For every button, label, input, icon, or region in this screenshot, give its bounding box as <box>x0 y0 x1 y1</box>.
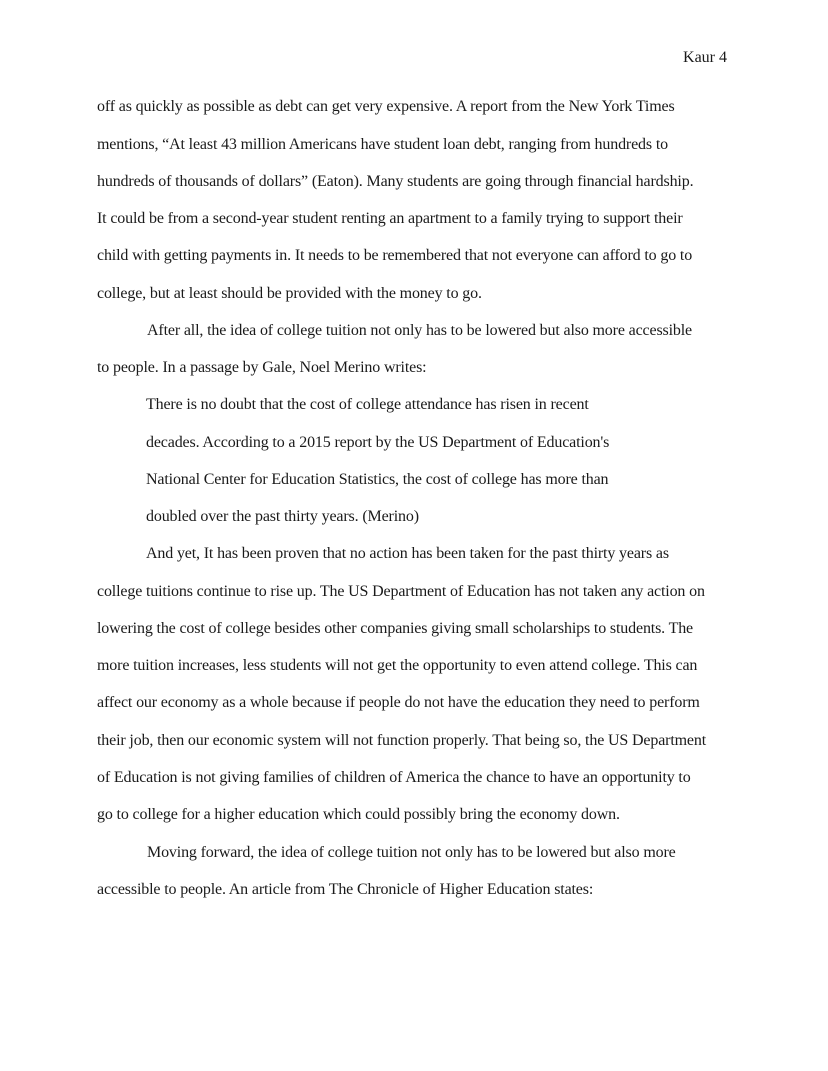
text-line: lowering the cost of college besides other companies giving small scholarships to students. The <box>97 620 694 637</box>
text-line: of Education is not giving families of children of America the chance to have an opportunity to <box>97 769 691 786</box>
text-line: It could be from a second-year student renting an apartment to a family trying to support their <box>97 210 683 227</box>
block-quote-line: decades. According to a 2015 report by the US Department of Education's <box>146 434 610 451</box>
text-line: accessible to people. An article from The Chronicle of Higher Education states: <box>97 881 594 898</box>
text-line: After all, the idea of college tuition not only has to be lowered but also more accessible <box>147 322 692 339</box>
block-quote-line: doubled over the past thirty years. (Merino) <box>146 508 419 525</box>
text-line: to people. In a passage by Gale, Noel Merino writes: <box>97 359 427 376</box>
text-line: child with getting payments in. It needs to be remembered that not everyone can afford to go to <box>97 247 693 264</box>
text-line: mentions, “At least 43 million Americans have student loan debt, ranging from hundreds to <box>97 136 668 153</box>
block-quote-line: National Center for Education Statistics, the cost of college has more than <box>146 471 609 488</box>
text-line: go to college for a higher education which could possibly bring the economy down. <box>97 806 620 823</box>
text-line: their job, then our economic system will not function properly. That being so, the US Department <box>97 732 707 749</box>
text-line: And yet, It has been proven that no action has been taken for the past thirty years as <box>146 545 669 562</box>
text-line: more tuition increases, less students will not get the opportunity to even attend college. This can <box>97 657 698 674</box>
block-quote-line: There is no doubt that the cost of college attendance has risen in recent <box>146 396 589 413</box>
text-line: Moving forward, the idea of college tuition not only has to be lowered but also more <box>147 844 676 861</box>
text-line: college, but at least should be provided with the money to go. <box>97 285 482 302</box>
text-line: affect our economy as a whole because if people do not have the education they need to perform <box>97 694 700 711</box>
text-line: hundreds of thousands of dollars” (Eaton). Many students are going through financial hardship. <box>97 173 694 190</box>
text-line: off as quickly as possible as debt can get very expensive. A report from the New York Times <box>97 98 675 115</box>
running-head: Kaur 4 <box>683 49 727 66</box>
text-line: college tuitions continue to rise up. The US Department of Education has not taken any action on <box>97 583 705 600</box>
